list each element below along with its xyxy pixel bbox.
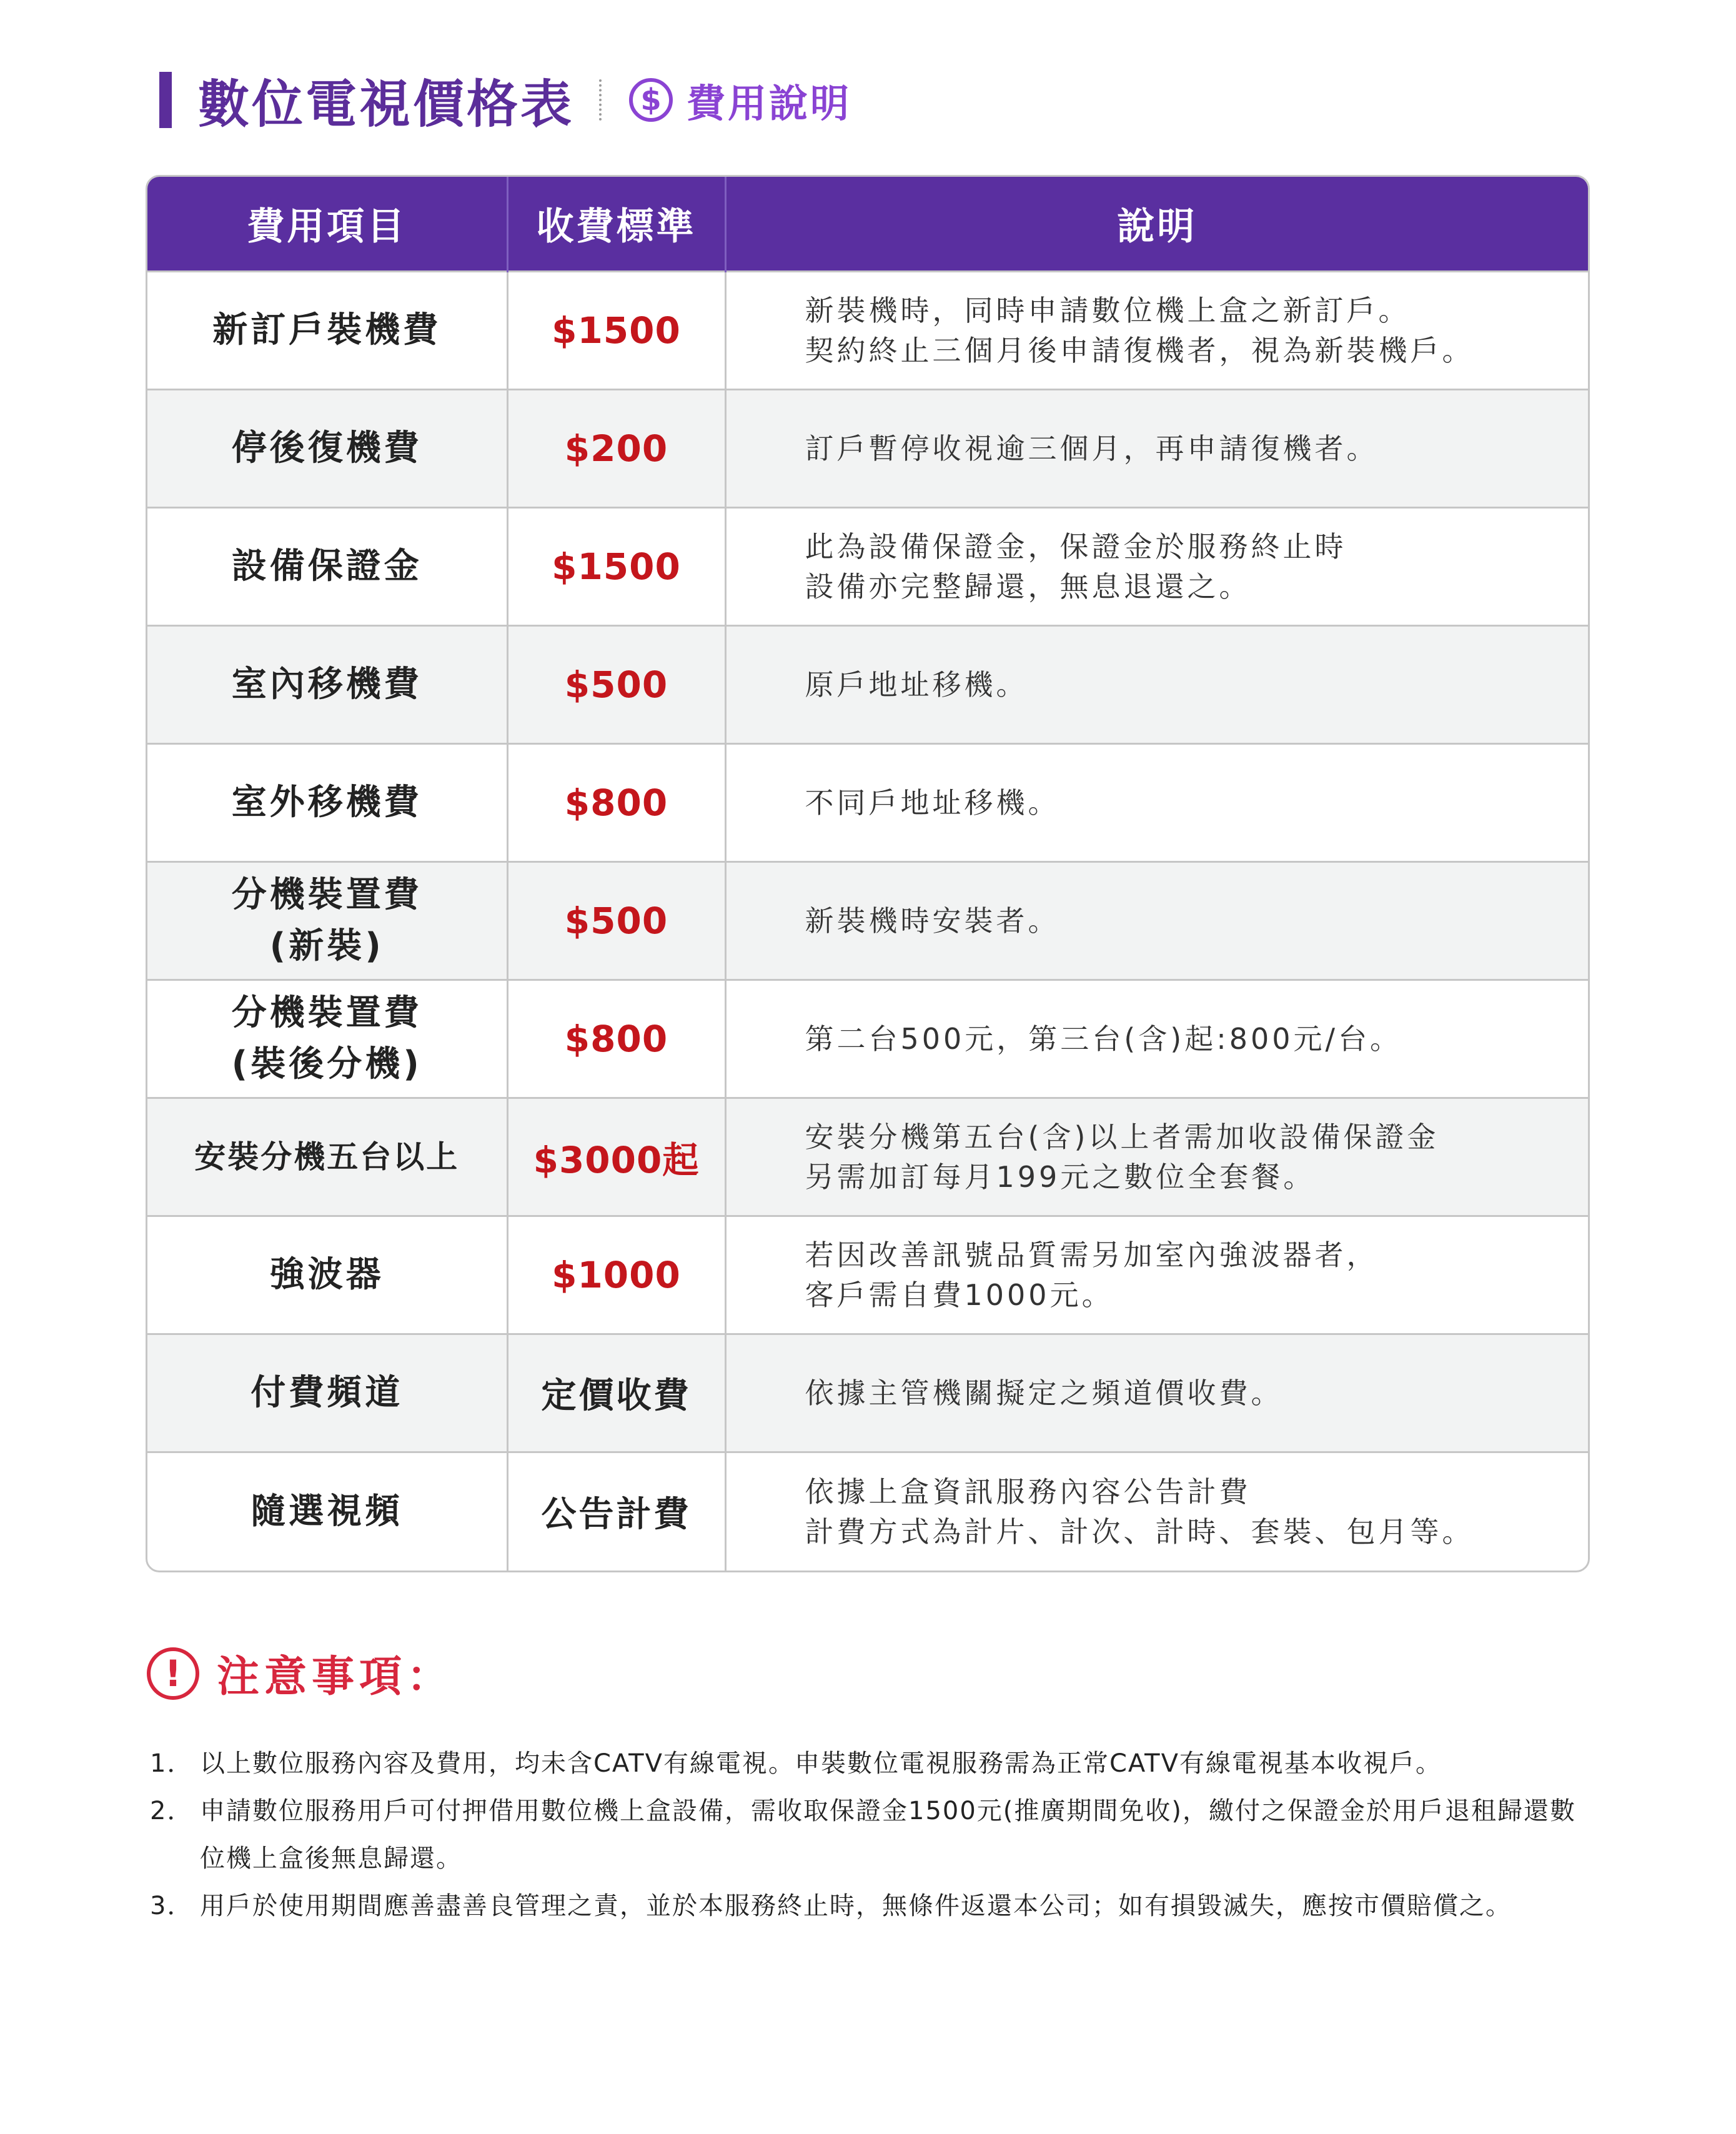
page-header [159, 69, 852, 134]
fee-description-line: 原戶地址移機。 [805, 668, 1028, 702]
fee-description-cell [725, 272, 1588, 390]
fee-description-line: 新裝機時安裝者。 [805, 904, 1060, 938]
fee-price: 定價收費 [507, 1334, 725, 1452]
fee-price: $800 [507, 980, 725, 1098]
fee-item-cell [147, 1452, 507, 1571]
fee-description-cell [725, 1334, 1588, 1452]
notice-item [150, 1740, 1599, 1787]
table-row [147, 1216, 1588, 1334]
fee-price: $3000起 [507, 1098, 725, 1216]
table-row [147, 1334, 1588, 1452]
column-header-price: 收費標準 [507, 177, 725, 272]
notice-item-number: 2． [150, 1797, 194, 1825]
fee-price: $1500 [507, 272, 725, 390]
column-header-description: 說明 [725, 177, 1588, 272]
table-row [147, 862, 1588, 980]
fee-description-line: 客戶需自費1000元。 [805, 1278, 1114, 1312]
fee-item-cell [147, 272, 507, 390]
fee-description-cell [725, 744, 1588, 862]
dollar-circle-icon: $ [629, 78, 673, 122]
notice-item-number: 1． [150, 1749, 194, 1778]
fee-item-label: (裝後分機) [231, 1044, 422, 1084]
fee-price: $1500 [507, 508, 725, 626]
fee-price: $800 [507, 744, 725, 862]
fee-price: $200 [507, 390, 725, 508]
fee-description-line: 訂戶暫停收視逾三個月，再申請復機者。 [805, 432, 1379, 465]
fee-item-label: 隨選視頻 [250, 1491, 404, 1532]
table-row [147, 980, 1588, 1098]
fee-description-cell [725, 508, 1588, 626]
table-row [147, 1452, 1588, 1571]
fee-item-label: 分機裝置費 [231, 875, 422, 915]
page-subtitle: 費用說明 [687, 80, 852, 126]
fee-item-label: 停後復機費 [231, 428, 422, 469]
page-title: 數位電視價格表 [198, 74, 575, 134]
fee-description-line: 另需加訂每月199元之數位全套餐。 [805, 1160, 1316, 1194]
fee-description-line: 新裝機時，同時申請數位機上盒之新訂戶。 [805, 294, 1411, 327]
title-divider [599, 79, 602, 121]
exclamation-circle-icon: ! [147, 1647, 199, 1700]
table-row [147, 508, 1588, 626]
fee-item-label: 室內移機費 [231, 664, 422, 705]
fee-item-cell [147, 980, 507, 1098]
title-accent-bar [159, 72, 172, 128]
fee-description-line: 依據主管機關擬定之頻道價收費。 [805, 1376, 1283, 1410]
fee-description-cell [725, 1098, 1588, 1216]
table-row [147, 1098, 1588, 1216]
table-header-row [147, 177, 1588, 272]
fee-price: $500 [507, 626, 725, 744]
notice-item-text: 申請數位服務用戶可付押借用數位機上盒設備，需收取保證金1500元(推廣期間免收)，繳付之保證金於用戶退租歸還數位機上盒後無息歸還。 [200, 1797, 1577, 1873]
fee-description-cell [725, 626, 1588, 744]
fee-description-cell [725, 1216, 1588, 1334]
fee-item-cell [147, 862, 507, 980]
fee-description-cell [725, 1452, 1588, 1571]
fee-description-line: 契約終止三個月後申請復機者，視為新裝機戶。 [805, 334, 1474, 367]
fee-item-cell [147, 1334, 507, 1452]
fee-item-label: 付費頻道 [250, 1372, 404, 1413]
fee-description-cell [725, 980, 1588, 1098]
fee-description-line: 第二台500元，第三台(含)起:800元/台。 [805, 1022, 1402, 1056]
notice-item-text: 以上數位服務內容及費用，均未含CATV有線電視。申裝數位電視服務需為正常CATV有線電視基本收視戶。 [200, 1749, 1442, 1778]
fee-price: 公告計費 [507, 1452, 725, 1571]
fee-item-label: 室外移機費 [231, 782, 422, 823]
fee-price: $1000 [507, 1216, 725, 1334]
fee-description-line: 不同戶地址移機。 [805, 786, 1060, 820]
fee-item-label: 安裝分機五台以上 [194, 1139, 460, 1175]
fee-description-line: 安裝分機第五台(含)以上者需加收設備保證金 [805, 1120, 1439, 1154]
fee-description-line: 計費方式為計片、計次、計時、套裝、包月等。 [805, 1514, 1474, 1549]
fee-item-cell [147, 626, 507, 744]
fee-description-line: 此為設備保證金，保證金於服務終止時 [805, 530, 1347, 563]
fee-price: $500 [507, 862, 725, 980]
fee-description-line: 若因改善訊號品質需另加室內強波器者， [805, 1238, 1379, 1272]
fee-item-cell [147, 744, 507, 862]
notice-item-text: 用戶於使用期間應善盡善良管理之責，並於本服務終止時，無條件返還本公司；如有損毀滅失，應按市價賠償之。 [200, 1892, 1512, 1920]
fee-item-cell [147, 1098, 507, 1216]
fee-description-line: 依據上盒資訊服務內容公告計費 [805, 1474, 1251, 1509]
fee-description-cell [725, 862, 1588, 980]
notice-item-number: 3． [150, 1892, 194, 1920]
fee-item-label: 設備保證金 [231, 546, 422, 587]
fee-description-line: 設備亦完整歸還，無息退還之。 [805, 570, 1251, 603]
fee-item-cell [147, 508, 507, 626]
fee-item-label: 分機裝置費 [231, 993, 422, 1033]
notice-list [150, 1740, 1599, 1930]
notice-title: 注意事項： [217, 1652, 455, 1702]
fee-item-cell [147, 1216, 507, 1334]
fee-item-label: 強波器 [269, 1254, 384, 1295]
notice-header [147, 1643, 454, 1704]
column-header-item: 費用項目 [147, 177, 507, 272]
fee-description-cell [725, 390, 1588, 508]
notice-item [150, 1882, 1599, 1930]
fee-item-label: 新訂戶裝機費 [212, 310, 442, 350]
price-table [146, 175, 1590, 1572]
fee-item-cell [147, 390, 507, 508]
table-row [147, 626, 1588, 744]
fee-item-label: (新裝) [269, 926, 384, 966]
notice-item [150, 1787, 1599, 1882]
table-row [147, 390, 1588, 508]
table-row [147, 744, 1588, 862]
table-row [147, 272, 1588, 390]
